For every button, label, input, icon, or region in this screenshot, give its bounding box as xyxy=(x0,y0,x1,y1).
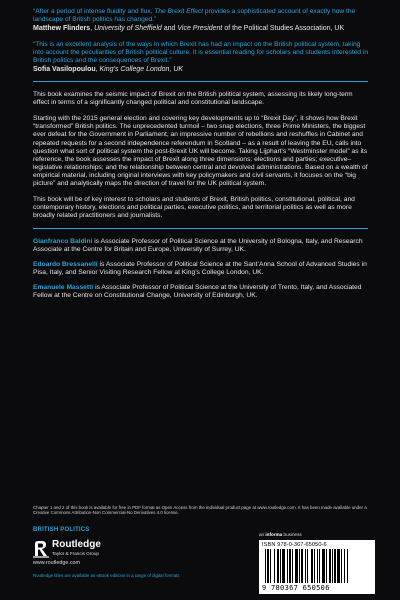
endorser-name: Sofia Vasilopoulou xyxy=(33,65,96,73)
description-paragraph: This book examines the seismic impact of Brexit on the British political system, assessing its likely long-term effect in terms of a significantly changed political and constitutional landscape. xyxy=(33,91,353,107)
author-bio: Edoardo Bressanelli is Associate Professor of Political Science at the Sant’Anna School of Advanced Studies in Pisa, Italy, and Senior Visiting Research Fellow at King’s College London, UK. xyxy=(33,261,367,277)
description-paragraph: This book will be of key interest to scholars and students of Brexit, British politics, constitutional, political, and contemporary history, elections and political parties, executive politics, and territorial politics as well as more broadly related practitioners and journalists. xyxy=(33,195,355,219)
section-divider xyxy=(33,81,368,82)
publisher-website: www.routledge.com xyxy=(33,560,81,566)
endorsement-2 xyxy=(33,41,368,75)
ebook-note: Routledge titles are available as eBook editions in a range of digital formats xyxy=(33,573,180,578)
author-name: Emanuele Massetti xyxy=(33,284,94,292)
author-bio: Emanuele Massetti is Associate Professor of Political Science at the University of Trento, Italy, and Associated Fellow at the Centre on Constitutional Change, University of Edinburgh, UK. xyxy=(33,284,362,300)
endorser-name: Matthew Flinders xyxy=(33,25,91,33)
author-bio: Gianfranco Baldini is Associate Professor of Political Science at the University of Bologna, Italy, and Research Associate at the Centre for Britain and Europe, University of Surrey, UK. xyxy=(33,237,363,253)
endorsement-attribution: Sofia Vasilopoulou, King’s College London, UK xyxy=(33,65,184,73)
publisher-group: Taylor & Francis Group xyxy=(52,551,99,556)
isbn-barcode-box xyxy=(259,540,375,594)
endorsement-1 xyxy=(33,8,368,34)
series-name: BRITISH POLITICS xyxy=(33,527,90,533)
endorsement-attribution: Matthew Flinders, University of Sheffield and Vice President of the Political Studies Association, UK xyxy=(33,25,345,33)
informa-business-tag: an informa business xyxy=(259,532,302,537)
endorsement-quote: “After a period of intense fluidity and flux, The Brexit Effect provides a sophisticated account of exactly how the landscape of British politics has changed.” xyxy=(33,8,356,24)
section-divider xyxy=(33,228,368,229)
endorsement-quote: “This is an excellent analysis of the ways in which Brexit has had an impact on the British political system, taking into account the peculiarities of British political culture. It is essential reading for scholars and students interested in British politics and the consequences of Brexit.” xyxy=(33,40,368,64)
publisher-name: Routledge xyxy=(52,539,101,550)
routledge-logo-icon xyxy=(33,540,49,558)
author-name: Gianfranco Baldini xyxy=(33,237,93,245)
cover-footer xyxy=(33,505,373,592)
barcode-icon xyxy=(265,549,369,583)
isbn-label: ISBN 978-0-367-65050-6 xyxy=(262,542,327,548)
barcode-digits: 9 780367 650506 xyxy=(262,584,330,592)
cover-content xyxy=(33,8,368,307)
description-paragraph: Starting with the 2015 general election and covering key developments up to “Brexit Day”, it shows how Brexit “transformed” British politics. The unprecedented turmoil – two snap elections, three Prime Ministers, the biggest ever defeat for the Government in Parliament, an impressive number of rebellions and reshuffles in Cabinet and repeated requests for a second independence referendum in Scotland – as a result of leaving the EU, calls into question what sort of political system the post-Brexit UK will become. Taking Lijphart’s “Westminster model” as its reference, the book assesses the impact of Brexit along three dimensions: elections and parties; executive–legislative relationships; and the relationship between central and devolved administrations. Based on a wealth of empirical material, including original interviews with key policymakers and civil servants, it focuses on the “big picture” and analytically maps the direction of travel for the UK political system. xyxy=(33,115,368,187)
author-name: Edoardo Bressanelli xyxy=(33,261,98,269)
open-access-note: Chapter 1 and 2 of this book is available for free in PDF format as Open Access from the individual product page at www.routledge.com. It has been made available under a Creative Commons Attribution-Non Commercial-No Derivatives 4.0 license. xyxy=(33,505,367,516)
